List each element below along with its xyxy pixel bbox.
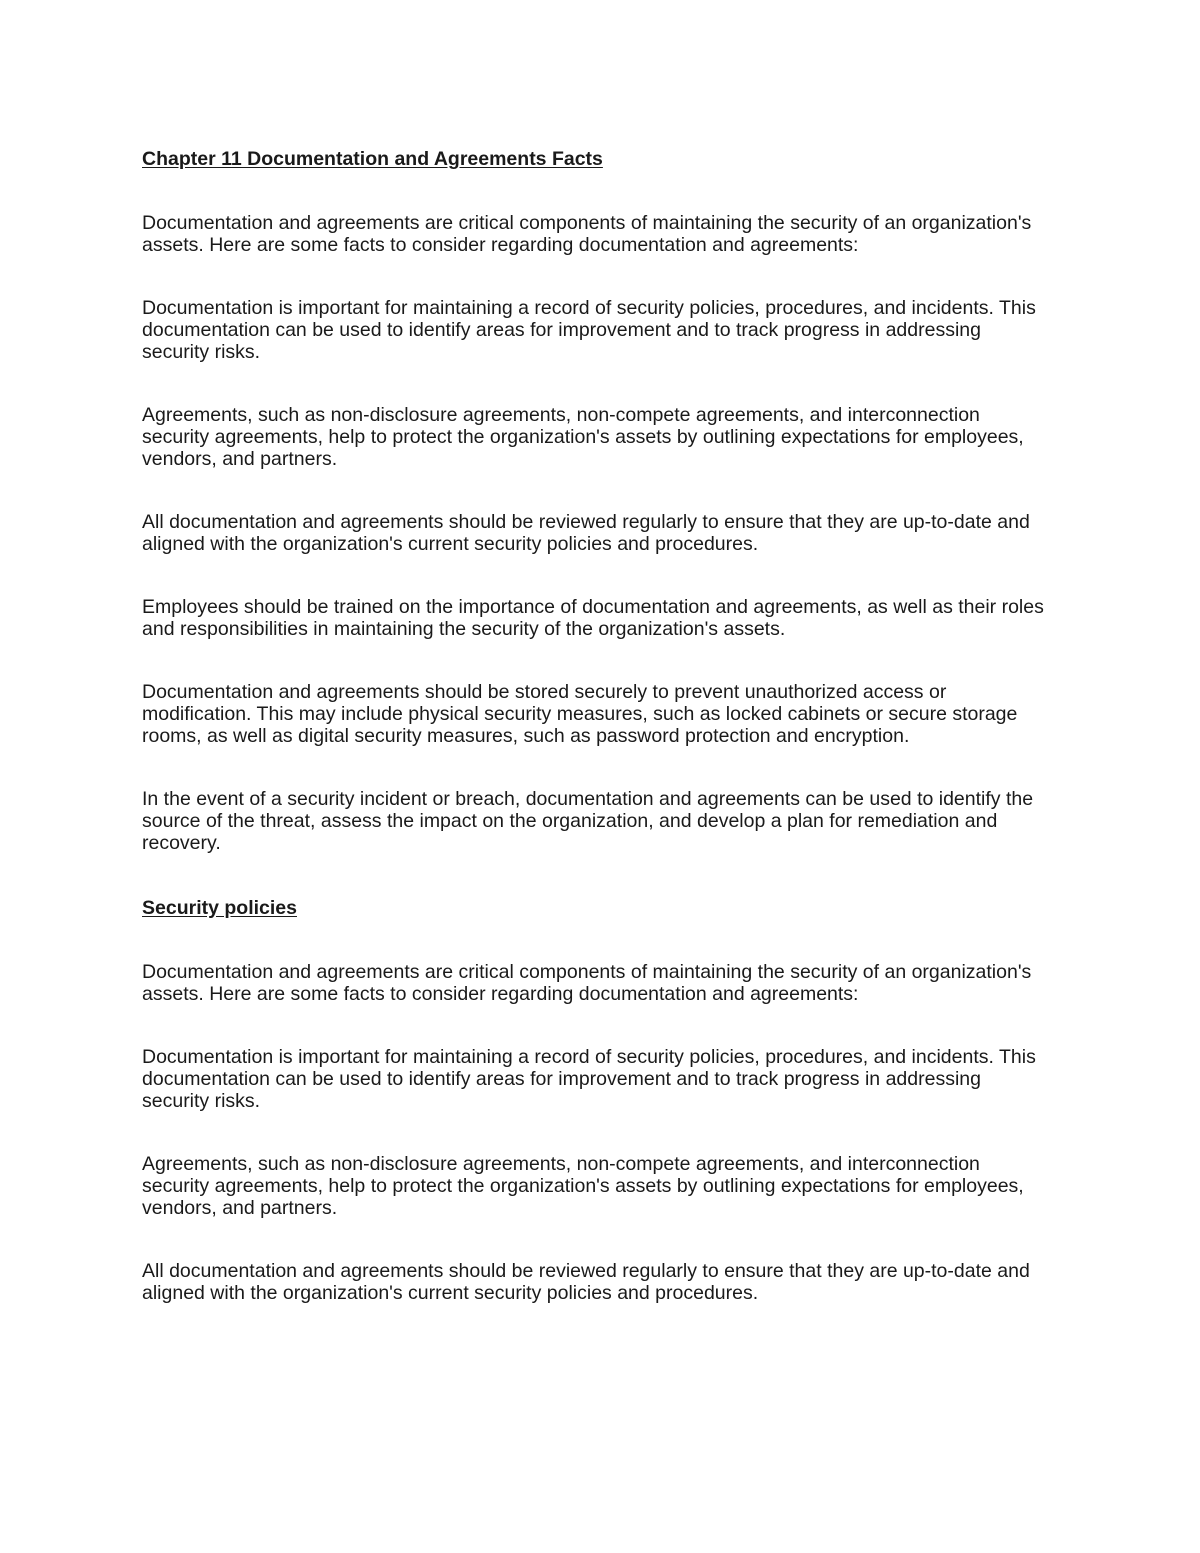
paragraph-incident: In the event of a security incident or breach, documentation and agreements can be used to identify the source of the threat, assess the impact on the organization, and develop a plan for remediation and recovery.	[142, 788, 1034, 854]
paragraph-intro-repeat: Documentation and agreements are critical components of maintaining the security of an organization's assets. Here are some facts to consider regarding documentation and agreements:	[142, 961, 1032, 1005]
paragraph-intro: Documentation and agreements are critical components of maintaining the security of an organization's assets. Here are some facts to consider regarding documentation and agreements:	[142, 212, 1032, 256]
document-body	[142, 146, 1052, 1345]
paragraph-review-repeat: All documentation and agreements should be reviewed regularly to ensure that they are up-to-date and aligned with the organization's current security policies and procedures.	[142, 1260, 1030, 1304]
paragraph-agreements-repeat: Agreements, such as non-disclosure agreements, non-compete agreements, and interconnection security agreements, help to protect the organization's assets by outlining expectations for employees, vendors, and partners.	[142, 1153, 1024, 1219]
paragraph-agreements: Agreements, such as non-disclosure agreements, non-compete agreements, and interconnection security agreements, help to protect the organization's assets by outlining expectations for employees, vendors, and partners.	[142, 404, 1024, 470]
paragraph-documentation-importance-repeat: Documentation is important for maintaining a record of security policies, procedures, and incidents. This documentation can be used to identify areas for improvement and to track progress in addressing security risks.	[142, 1046, 1036, 1112]
paragraph-documentation-importance: Documentation is important for maintaining a record of security policies, procedures, and incidents. This documentation can be used to identify areas for improvement and to track progress in addressing security risks.	[142, 297, 1036, 363]
chapter-heading: Chapter 11 Documentation and Agreements Facts	[142, 148, 603, 170]
paragraph-training: Employees should be trained on the importance of documentation and agreements, as well as their roles and responsibilities in maintaining the security of the organization's assets.	[142, 596, 1044, 640]
section-heading-security-policies: Security policies	[142, 897, 297, 919]
paragraph-review: All documentation and agreements should be reviewed regularly to ensure that they are up-to-date and aligned with the organization's current security policies and procedures.	[142, 511, 1030, 555]
paragraph-secure-storage: Documentation and agreements should be stored securely to prevent unauthorized access or modification. This may include physical security measures, such as locked cabinets or secure storage rooms, as well as digital security measures, such as password protection and encryption.	[142, 681, 1018, 747]
